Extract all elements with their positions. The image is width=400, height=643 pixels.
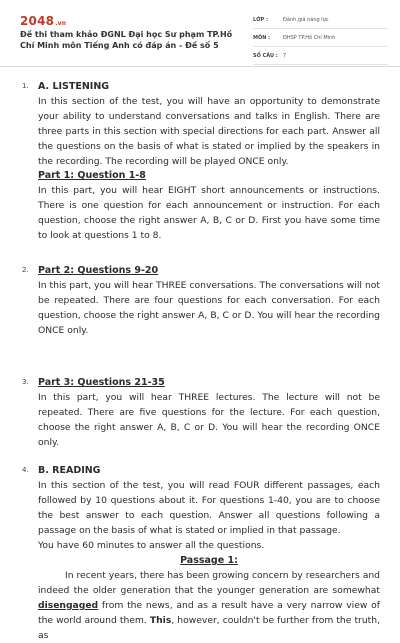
question-item — [22, 464, 380, 643]
passage-text-after: , however, couldn't be further from the truth, as — [38, 615, 381, 641]
document-meta — [253, 14, 388, 68]
passage-text-before: In recent years, there has been growing concern by researchers and indeed the older generation that the younger generation are somewhat — [38, 570, 380, 596]
meta-row-class — [253, 14, 388, 29]
passage-title: Passage 1: — [180, 555, 238, 566]
question-item — [22, 376, 380, 448]
meta-label: LỚP : — [253, 17, 268, 23]
section-intro: In this section of the test, you will have an opportunity to demonstrate your ability to understand conversations and talks in English. There are three parts in this section with special directions for each part. Answer all the questions on the basis of what is stated or implied by the speakers in the recording. The recording will be played ONCE only. — [38, 96, 380, 167]
logo-text: 2048 — [20, 14, 55, 28]
passage-this: This — [149, 615, 172, 626]
document-title: Đề thi tham khảo ĐGNL Đại học Sư phạm TP.Hồ Chí Minh môn Tiếng Anh có đáp án - Đề số 5 — [20, 30, 233, 50]
question-number: 4. — [22, 466, 29, 474]
part-title: Part 2: Questions 9-20 — [38, 265, 159, 276]
part-text: In this part, you will hear EIGHT short announcements or instructions. There is one question for each announcement or instruction. For each question, choose the right answer A, B, C or D. First you have some time to look at questions 1 to 8. — [38, 185, 380, 241]
section-title: A. LISTENING — [38, 81, 110, 92]
meta-label: SỐ CÂU : — [253, 53, 278, 59]
part-text: In this part, you will hear THREE lectures. The lecture will not be repeated. There are five questions for the lecture. For each question, choose the right answer A, B, C or D. You will hear the recording ONCE only. — [38, 392, 380, 448]
part-title: Part 3: Questions 21-35 — [38, 377, 165, 388]
question-number: 2. — [22, 266, 29, 274]
meta-value: ĐHSP TP.Hồ Chí Minh — [283, 35, 336, 41]
passage-text — [38, 568, 380, 643]
passage-text-middle: from the news, and as a result have a very narrow view of the world around them. — [38, 600, 380, 626]
meta-value: Đánh giá năng lực — [283, 17, 329, 23]
time-note: You have 60 minutes to answer all the questions. — [38, 540, 265, 551]
section-title: B. READING — [38, 465, 101, 476]
question-item — [22, 264, 380, 360]
part-text: In this part, you will hear THREE conversations. The conversations will not be repeated. There are four questions for each conversation. For each question, choose the right answer A, B, C or D. You will hear the recording ONCE only. — [38, 280, 380, 336]
meta-row-count — [253, 50, 388, 65]
part-title: Part 1: Question 1-8 — [38, 170, 146, 181]
passage-keyword: disengaged — [38, 600, 99, 611]
question-number: 1. — [22, 82, 29, 90]
meta-value: 7 — [283, 53, 287, 59]
meta-row-subject — [253, 32, 388, 47]
section-intro: In this section of the test, you will read FOUR different passages, each followed by 10 questions about it. For questions 1-40, you are to choose the best answer to each question. Answer all questions following a passage on the basis of what is stated or implied in that passage. — [38, 480, 380, 536]
question-number: 3. — [22, 378, 29, 386]
question-item — [22, 80, 380, 250]
meta-label: MÔN : — [253, 35, 271, 41]
question-list — [22, 80, 380, 643]
page-header — [0, 0, 400, 67]
logo-suffix: .vn — [55, 20, 67, 27]
site-logo[interactable] — [20, 14, 66, 28]
